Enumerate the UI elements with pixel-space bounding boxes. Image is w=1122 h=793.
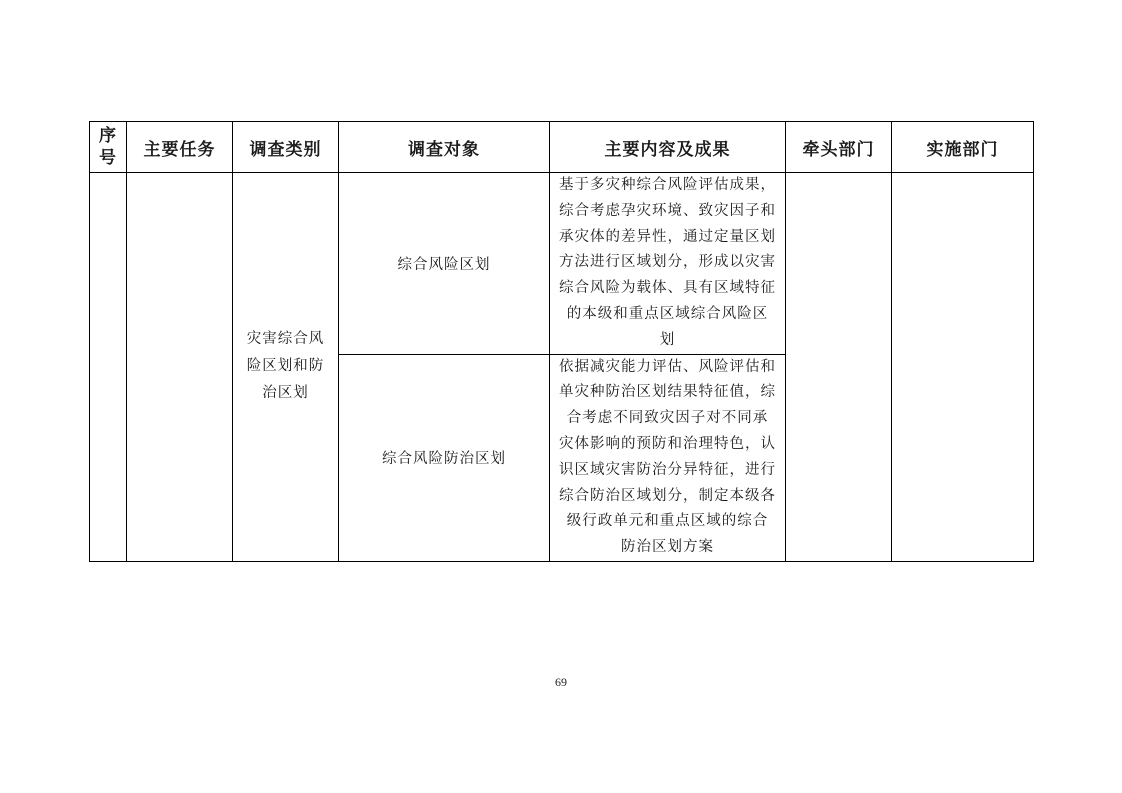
header-content: 主要内容及成果 (550, 122, 786, 173)
header-lead-dept: 牵头部门 (786, 122, 892, 173)
table-header-row (90, 122, 1034, 173)
category-line: 治区划 (262, 385, 309, 402)
content-line: 基于多灾种综合风险评估成果， (559, 177, 776, 193)
cell-impl-dept (892, 173, 1034, 562)
header-object: 调查对象 (339, 122, 550, 173)
cell-task (127, 173, 233, 562)
header-seq (90, 122, 127, 173)
cell-object: 综合风险防治区划 (339, 354, 550, 561)
table-row (90, 173, 1034, 355)
content-line: 划 (659, 331, 676, 348)
content-line: 方法进行区域划分，形成以灾害 (559, 254, 776, 271)
content-line: 承灾体的差异性，通过定量区划 (559, 228, 776, 245)
content-line: 依据减灾能力评估、风险评估和 (559, 358, 776, 375)
cell-lead-dept (786, 173, 892, 562)
content-line: 级行政单元和重点区域的综合 (566, 513, 769, 530)
content-line: 综合防治区域划分，制定本级各 (559, 487, 776, 504)
category-line: 险区划和防 (246, 358, 325, 375)
page-number: 69 (555, 675, 567, 689)
header-category: 调查类别 (233, 122, 339, 173)
content-line: 单灾种防治区划结果特征值，综 (559, 384, 776, 401)
content-line: 灾体影响的预防和治理特色，认 (559, 435, 776, 452)
content-line: 合考虑不同致灾因子对不同承 (566, 410, 769, 427)
content-line: 防治区划方案 (621, 539, 714, 556)
content-line: 的本级和重点区域综合风险区 (566, 305, 769, 322)
cell-category (233, 173, 339, 562)
content-line: 综合考虑孕灾环境、致灾因子和 (559, 202, 776, 219)
data-table (89, 121, 1034, 562)
cell-content (550, 173, 786, 355)
header-seq-line2: 号 (99, 148, 117, 168)
cell-object: 综合风险区划 (339, 173, 550, 355)
content-line: 综合风险为载体、具有区域特征 (559, 280, 776, 297)
header-seq-line1: 序 (99, 126, 117, 146)
category-line: 灾害综合风 (246, 331, 325, 348)
header-task: 主要任务 (127, 122, 233, 173)
content-line: 识区域灾害防治分异特征，进行 (559, 461, 776, 478)
cell-seq (90, 173, 127, 562)
header-impl-dept: 实施部门 (892, 122, 1034, 173)
cell-content (550, 354, 786, 561)
